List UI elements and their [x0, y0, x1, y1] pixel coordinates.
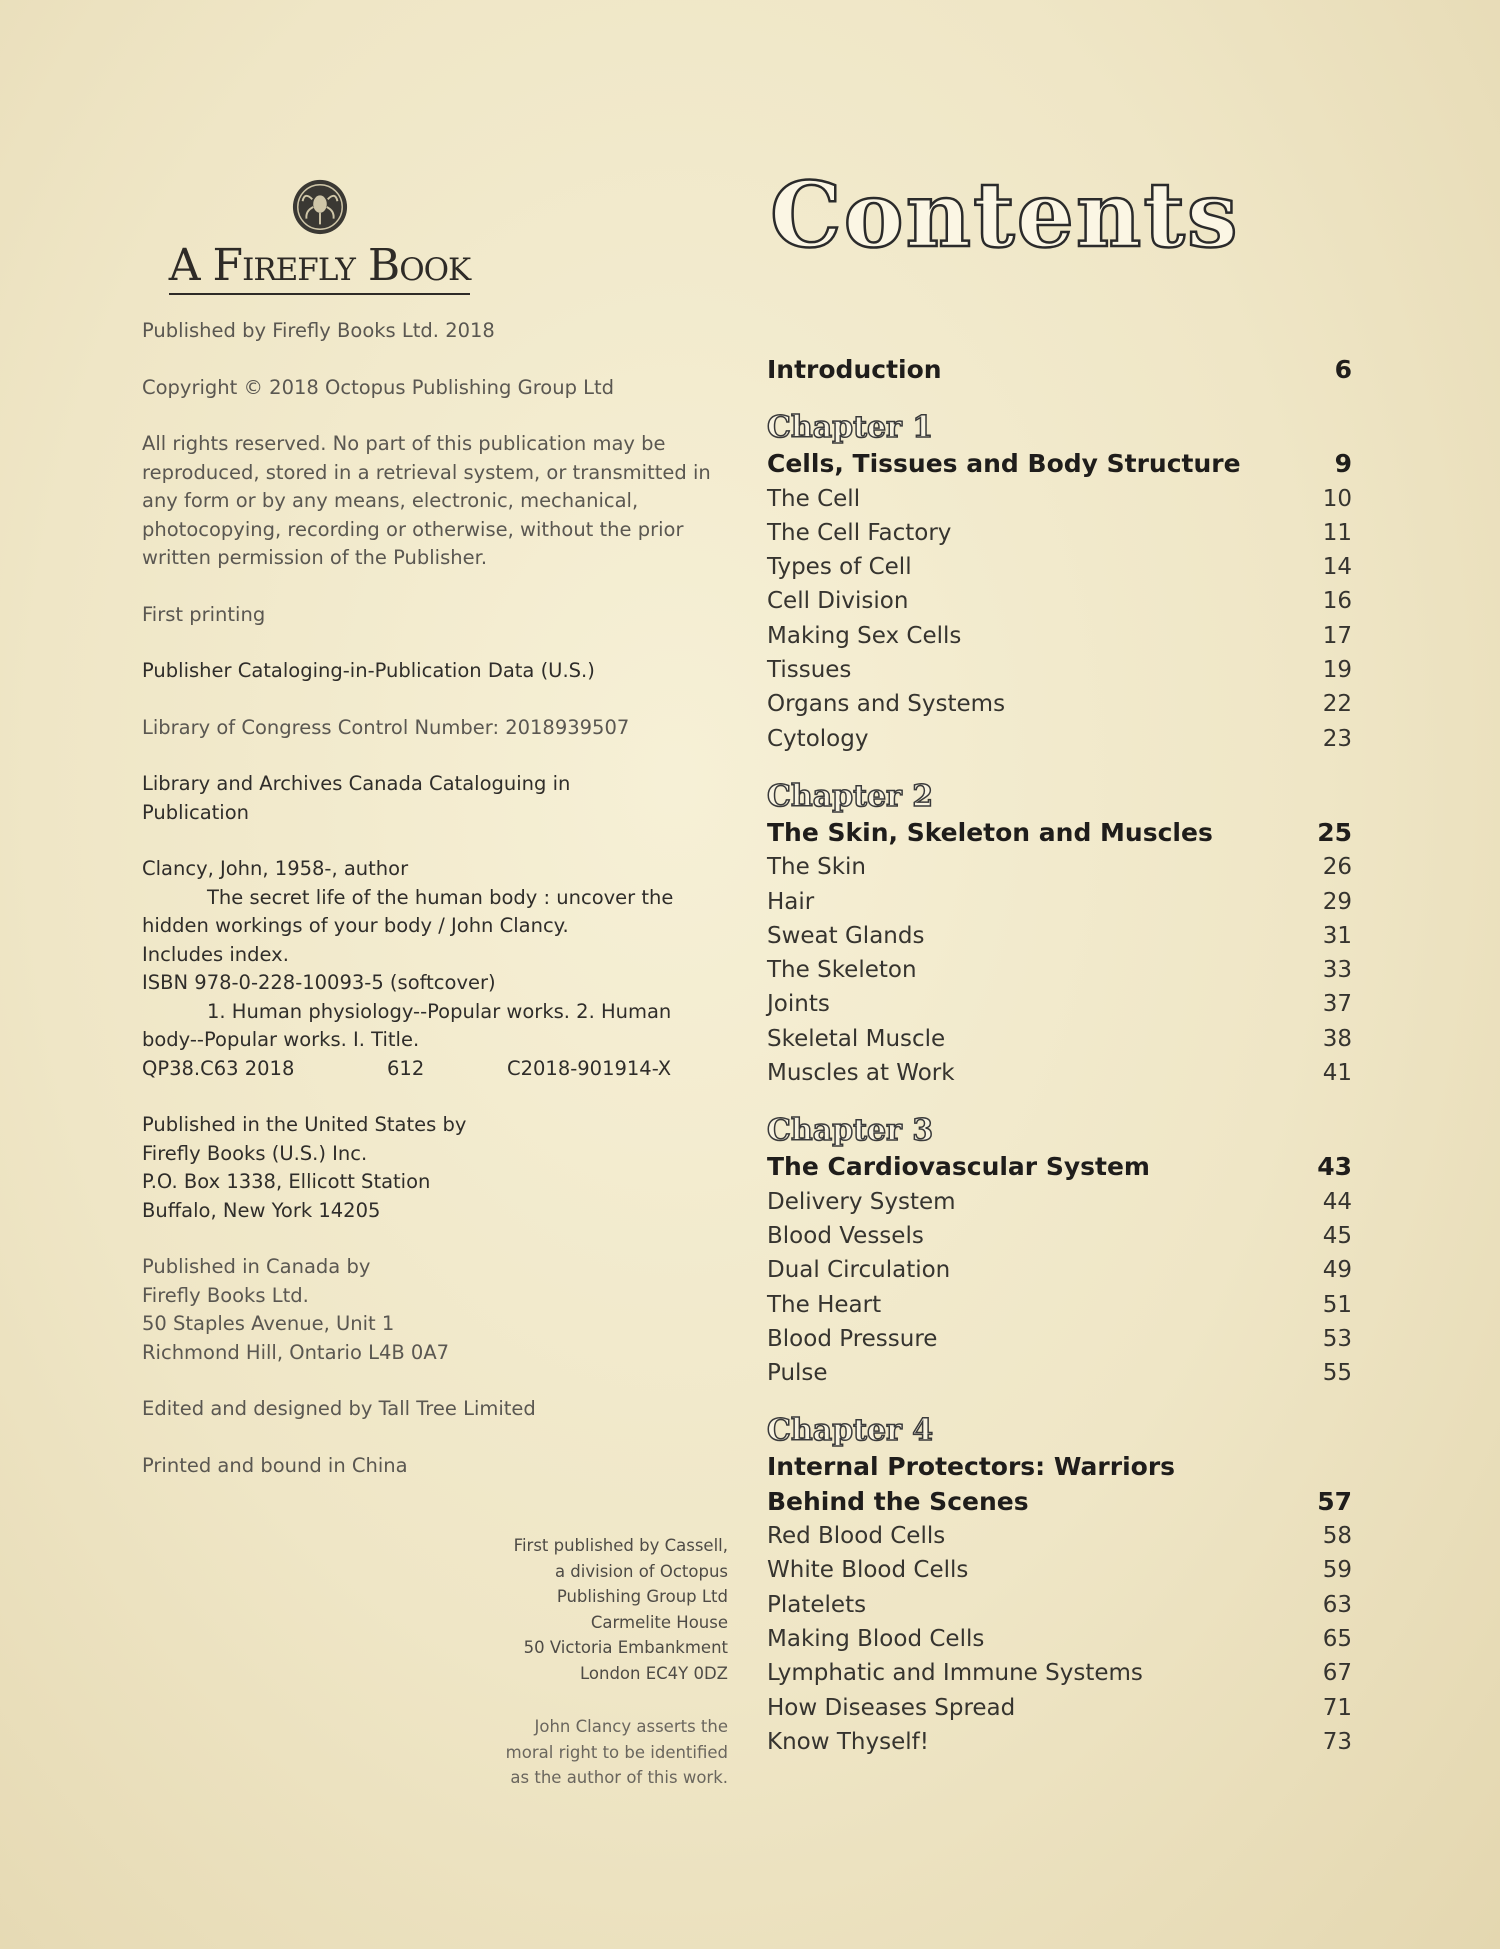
toc-entry-title: Lymphatic and Immune Systems — [767, 1660, 1143, 1687]
catalog-index: Includes index. — [142, 942, 289, 966]
credit-line: 50 Victoria Embankment — [523, 1638, 728, 1657]
chapter-label: Chapter 2 — [767, 778, 934, 814]
catalog-lc-class: QP38.C63 2018 — [142, 1056, 295, 1080]
catalog-subjects: 1. Human physiology--Popular works. 2. Human — [207, 999, 672, 1023]
toc-entry-title: Platelets — [767, 1591, 867, 1618]
us-cip-heading: Publisher Cataloging-in-Publication Data (U.S.) — [142, 659, 595, 682]
brand-title: A Firefly Book — [169, 240, 470, 295]
loc-number: Library of Congress Control Number: 2018939507 — [142, 715, 630, 739]
contents-title: Contents — [770, 162, 1240, 268]
canada-cip-heading: Library and Archives Canada Cataloguing in Publication — [142, 772, 571, 824]
toc-entry[interactable] — [767, 653, 1352, 687]
toc-page-number: 11 — [1322, 519, 1352, 546]
address-line: Firefly Books (U.S.) Inc. — [142, 1141, 368, 1165]
toc-page-number: 6 — [1334, 355, 1352, 384]
toc-entry[interactable] — [767, 516, 1352, 550]
toc-entry[interactable] — [767, 687, 1352, 721]
toc-page-number: 51 — [1322, 1291, 1352, 1318]
toc-page-number: 19 — [1322, 657, 1352, 684]
toc-entry[interactable] — [767, 1553, 1352, 1587]
chapter-heading[interactable] — [767, 816, 1352, 850]
toc-page-number: 65 — [1322, 1625, 1352, 1652]
toc-page-number: 16 — [1322, 588, 1352, 615]
address-line: Buffalo, New York 14205 — [142, 1198, 381, 1222]
edited-by: Edited and designed by Tall Tree Limited — [142, 1397, 536, 1420]
toc-entry[interactable] — [767, 482, 1352, 516]
toc-page-number: 33 — [1322, 957, 1352, 984]
toc-entry-title: Introduction — [767, 355, 942, 384]
chapter-heading[interactable] — [767, 447, 1352, 481]
toc-page-number: 23 — [1322, 725, 1352, 752]
toc-entry-title: How Diseases Spread — [767, 1694, 1016, 1721]
toc-page-number: 41 — [1322, 1060, 1352, 1087]
address-line: Richmond Hill, Ontario L4B 0A7 — [142, 1340, 450, 1364]
toc-entry-title: The Cell — [767, 485, 861, 512]
toc-page-number: 45 — [1322, 1222, 1352, 1249]
toc-entry-title: Red Blood Cells — [767, 1523, 946, 1550]
catalog-record — [142, 855, 712, 1083]
toc-page-number: 38 — [1322, 1025, 1352, 1052]
credit-line: Carmelite House — [590, 1612, 728, 1632]
copyright-line: Copyright © 2018 Octopus Publishing Group Ltd — [142, 375, 615, 399]
catalog-title: The secret life of the human body : uncover the — [207, 885, 674, 909]
toc-entry-title: Making Blood Cells — [767, 1625, 985, 1652]
credit-line: London EC4Y 0DZ — [579, 1663, 728, 1683]
chapter-page-number: 9 — [1334, 449, 1352, 479]
toc-entry-title: Skeletal Muscle — [767, 1025, 946, 1052]
address-line: Published in Canada by — [142, 1255, 371, 1278]
credit-line: Publishing Group Ltd — [556, 1587, 728, 1606]
printed-in: Printed and bound in China — [142, 1453, 408, 1477]
toc-entry-title: Know Thyself! — [767, 1728, 929, 1755]
toc-page-number: 17 — [1322, 622, 1352, 649]
toc-entry-title: Blood Pressure — [767, 1325, 938, 1352]
catalog-isbn: ISBN 978-0-228-10093-5 (softcover) — [142, 971, 496, 994]
toc-entry-title: Tissues — [767, 657, 852, 684]
toc-page-number: 73 — [1322, 1728, 1352, 1755]
toc-page-number: 31 — [1322, 922, 1352, 949]
toc-page-number: 71 — [1322, 1694, 1352, 1721]
chapter-title: Cells, Tissues and Body Structure — [767, 449, 1241, 479]
credit-line: a division of Octopus — [554, 1561, 728, 1581]
toc-entry-title: Hair — [767, 888, 815, 915]
us-publisher-address — [142, 1111, 712, 1225]
catalog-title-cont: hidden workings of your body / John Clancy. — [142, 914, 569, 937]
first-printing: First printing — [142, 602, 266, 626]
chapter-list — [767, 409, 1352, 1759]
toc-entry-title: Organs and Systems — [767, 691, 1006, 718]
moral-right-note — [430, 1714, 728, 1791]
canada-publisher-address — [142, 1253, 712, 1367]
toc-entry[interactable] — [767, 1588, 1352, 1622]
toc-entry[interactable] — [767, 885, 1352, 919]
copyright-column — [142, 170, 712, 1508]
toc-entry-title: Joints — [767, 991, 830, 1018]
chapter-title: The Skin, Skeleton and Muscles — [767, 817, 1213, 847]
toc-page-number: 44 — [1322, 1188, 1352, 1215]
toc-page-number: 10 — [1322, 485, 1352, 512]
toc-entry[interactable] — [767, 1622, 1352, 1656]
toc-entry-title: The Cell Factory — [767, 519, 952, 546]
address-line: P.O. Box 1338, Ellicott Station — [142, 1170, 431, 1193]
toc-entry[interactable] — [767, 1656, 1352, 1690]
toc-entry-title: Cell Division — [767, 588, 909, 615]
toc-entry-title: The Skin — [767, 854, 866, 881]
toc-entry[interactable] — [767, 722, 1352, 756]
toc-entry-title: The Heart — [767, 1291, 882, 1318]
chapter-title: Internal Protectors: Warriors Behind the Scenes — [767, 1452, 1176, 1516]
toc-entry[interactable] — [767, 1219, 1352, 1253]
chapter-label: Chapter 4 — [767, 1413, 934, 1449]
toc-entry[interactable] — [767, 584, 1352, 618]
toc-entry[interactable] — [767, 1022, 1352, 1056]
toc-page-number: 37 — [1322, 991, 1352, 1018]
toc-entry-title: Types of Cell — [767, 554, 912, 581]
toc-entry[interactable] — [767, 1322, 1352, 1356]
toc-entry[interactable] — [767, 1356, 1352, 1390]
table-of-contents — [767, 353, 1352, 1759]
toc-page-number: 67 — [1322, 1660, 1352, 1687]
catalog-dewey: 612 — [387, 1056, 425, 1080]
toc-entry-title: White Blood Cells — [767, 1557, 969, 1584]
toc-entry[interactable] — [767, 550, 1352, 584]
toc-entry[interactable] — [767, 1519, 1352, 1553]
toc-entry[interactable] — [767, 1725, 1352, 1759]
toc-page-number: 29 — [1322, 888, 1352, 915]
published-by: Published by Firefly Books Ltd. 2018 — [142, 319, 495, 342]
firefly-emblem-icon — [291, 178, 349, 236]
toc-page-number: 49 — [1322, 1257, 1352, 1284]
toc-entry-title: The Skeleton — [767, 957, 917, 984]
toc-entry-title: Pulse — [767, 1360, 828, 1387]
address-line: Published in the United States by — [142, 1113, 467, 1136]
toc-entry-title: Sweat Glands — [767, 922, 925, 949]
toc-entry[interactable] — [767, 953, 1352, 987]
toc-page-number: 59 — [1322, 1557, 1352, 1584]
toc-entry[interactable] — [767, 619, 1352, 653]
catalog-canadiana: C2018-901914-X — [507, 1056, 672, 1080]
toc-entry[interactable] — [767, 1056, 1352, 1090]
toc-page-number: 63 — [1322, 1591, 1352, 1618]
first-published-note — [430, 1533, 728, 1686]
toc-entry[interactable] — [767, 1691, 1352, 1725]
address-line: Firefly Books Ltd. — [142, 1283, 309, 1307]
toc-entry-title: Dual Circulation — [767, 1257, 951, 1284]
toc-entry[interactable] — [767, 987, 1352, 1021]
toc-entry[interactable] — [767, 1253, 1352, 1287]
credit-line: as the author of this work. — [510, 1768, 728, 1787]
toc-page-number: 53 — [1322, 1325, 1352, 1352]
catalog-subjects-cont: body--Popular works. I. Title. — [142, 1028, 420, 1051]
toc-entry-title: Delivery System — [767, 1188, 956, 1215]
toc-entry[interactable] — [767, 919, 1352, 953]
credit-line: moral right to be identified — [505, 1742, 728, 1762]
toc-entry[interactable] — [767, 1185, 1352, 1219]
toc-intro[interactable] — [767, 353, 1352, 387]
toc-page-number: 22 — [1322, 691, 1352, 718]
credit-line: John Clancy asserts the — [534, 1717, 728, 1736]
address-line: 50 Staples Avenue, Unit 1 — [142, 1312, 395, 1335]
chapter-page-number: 25 — [1317, 817, 1352, 847]
toc-entry-title: Muscles at Work — [767, 1060, 955, 1087]
chapter-page-number: 57 — [1317, 1486, 1352, 1516]
chapter-page-number: 43 — [1317, 1152, 1352, 1182]
toc-entry[interactable] — [767, 850, 1352, 884]
toc-page-number: 14 — [1322, 554, 1352, 581]
toc-page-number: 26 — [1322, 854, 1352, 881]
publisher-logo — [142, 178, 497, 295]
chapter-label: Chapter 3 — [767, 1113, 934, 1149]
toc-entry[interactable] — [767, 1288, 1352, 1322]
catalog-author: Clancy, John, 1958-, author — [142, 857, 409, 880]
chapter-label: Chapter 1 — [767, 410, 934, 446]
chapter-title: The Cardiovascular System — [767, 1152, 1150, 1182]
catalog-classification — [142, 1055, 712, 1084]
chapter-heading[interactable] — [767, 1450, 1352, 1519]
toc-page-number: 55 — [1322, 1360, 1352, 1387]
toc-page-number: 58 — [1322, 1523, 1352, 1550]
toc-entry-title: Cytology — [767, 725, 869, 752]
toc-entry-title: Blood Vessels — [767, 1222, 924, 1249]
credit-line: First published by Cassell, — [513, 1536, 728, 1555]
rights-notice: All rights reserved. No part of this publication may be reproduced, stored in a retrieval system, or transmitted in any form or by any means, electronic, mechanical, photocopying, recording or otherwise, without the prior written permission of the Publisher. — [142, 432, 711, 569]
toc-entry-title: Making Sex Cells — [767, 622, 962, 649]
chapter-heading[interactable] — [767, 1150, 1352, 1184]
